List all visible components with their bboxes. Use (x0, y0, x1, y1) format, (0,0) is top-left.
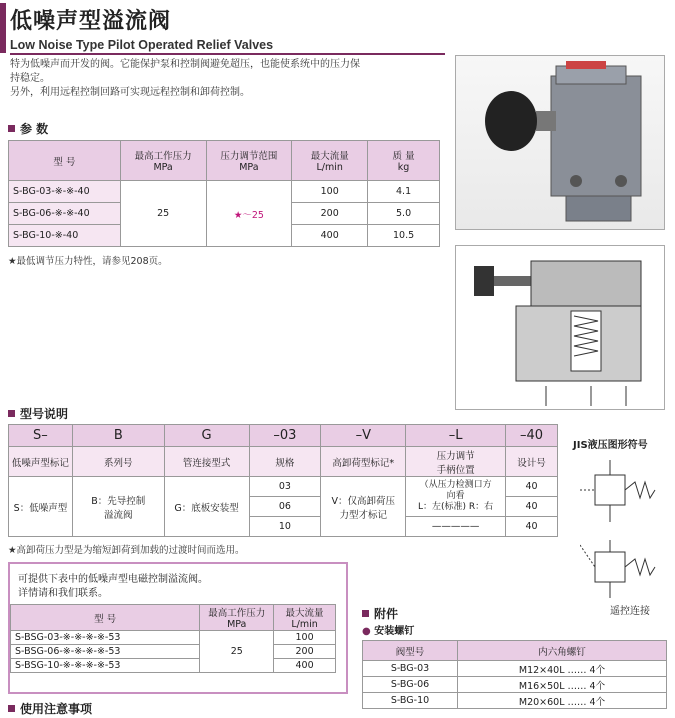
params-table: 型 号 最高工作压力 MPa 压力调节范围 MPa 最大流量 L/min 质 量 kg S-BG-03-※-※-40 25 ★～25 100 4.1 S-BG-06-※-※-40 200 5.0 S-BG-10-※-40 400 10.5 (8, 140, 440, 247)
jis-remote-label: 遥控连接 (610, 606, 650, 617)
page-subtitle: Low Noise Type Pilot Operated Relief Valves (10, 38, 274, 52)
title-accent-bar (0, 3, 6, 53)
jis-symbol-2 (580, 540, 665, 600)
params-note: ★最低调节压力特性，请参见208页。 (8, 256, 168, 267)
model-code-table: S– B G –03 –V –L –40 低噪声型标记 系列号 管连接型式 规格 高卸荷型标记* 压力调节 手柄位置 设计号 S：低噪声型 B：先导控制 溢流阀 G：底板安装型 03 V：仅高卸荷压 力型才标记 （从压力检测口方 向看 L：左(标准) R：右 40 06 40 10 ————— 40 (8, 424, 558, 537)
accessory-sub: ● 安装螺钉 (362, 626, 415, 637)
intro-text: 特为低噪声而开发的阀。它能保护泵和控制阀避免超压，也能使系统中的压力保 持稳定。 另外，利用远程控制回路可实现远程控制和卸荷控制。 (10, 59, 360, 98)
solenoid-info-box: 可提供下表中的低噪声型电磁控制溢流阀。 详情请和我们联系。 型 号 最高工作压力 MPa 最大流量 L/min S-BSG-03-※-※-※-※-53 25 100 S-BSG-06-※-※-※-※-53 200 S-BSG-10-※-※-※-※-53 400 (8, 562, 348, 694)
jis-title: JIS液压图形符号 (573, 440, 648, 451)
valve-photo (455, 55, 665, 230)
params-heading: 参 数 (8, 120, 48, 137)
accessory-heading: 附件 (362, 605, 398, 622)
model-desc-heading: 型号说明 (8, 405, 68, 422)
caution-heading: 使用注意事项 (8, 700, 92, 717)
model-desc-note: ★高卸荷压力型是为缩短卸荷到加载的过渡时间而选用。 (8, 545, 245, 556)
title-rule (10, 53, 445, 55)
valve-cross-section (455, 245, 665, 410)
page-title: 低噪声型溢流阀 (10, 9, 172, 34)
solenoid-table: 型 号 最高工作压力 MPa 最大流量 L/min S-BSG-03-※-※-※-※-53 25 100 S-BSG-06-※-※-※-※-53 200 S-BSG-10-※-※-※-※-53 400 (10, 604, 336, 673)
accessory-table: 阀型号 内六角螺钉 S-BG-03 M12×40L …… 4个 S-BG-06 M16×50L …… 4个 S-BG-10 M20×60L …… 4个 (362, 640, 667, 709)
jis-symbol-1 (580, 460, 665, 525)
